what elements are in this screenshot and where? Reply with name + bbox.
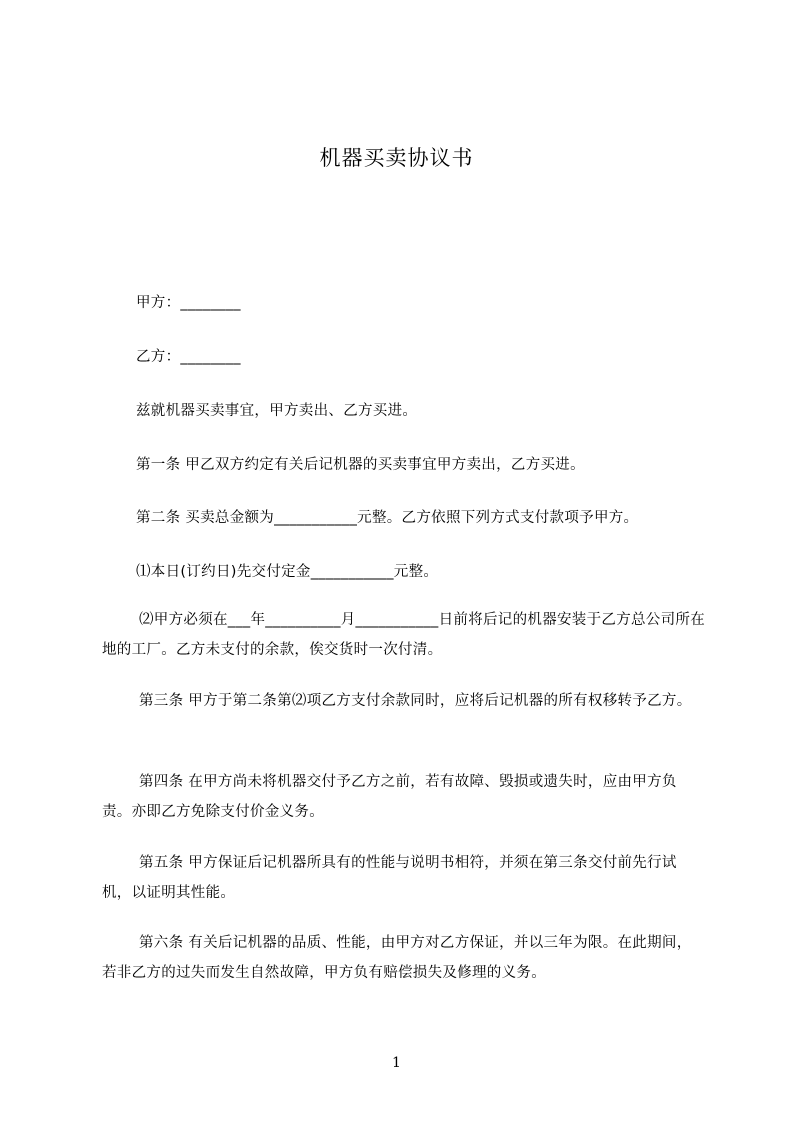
article-2: 第二条 买卖总金额为___________元整。乙方依照下列方式支付款项予甲方。: [136, 510, 639, 526]
intro-paragraph: 兹就机器买卖事宜，甲方卖出、乙方买进。: [136, 403, 418, 419]
article-2-item-2: ⑵甲方必须在___年__________月___________日前将后记的机器安装于乙方总公司所在地的工厂。乙方未支付的余款，俟交货时一次付清。: [102, 612, 705, 658]
article-3: 第三条 甲方于第二条第⑵项乙方支付余款同时，应将后记机器的所有权移转予乙方。: [139, 693, 692, 709]
article-2-item-1: ⑴本日(订约日)先交付定金___________元整。: [136, 564, 439, 580]
party-a-line: 甲方：________: [136, 295, 241, 311]
party-b-line: 乙方：________: [136, 349, 241, 365]
document-title: 机器买卖协议书: [319, 146, 474, 170]
article-6: 第六条 有关后记机器的品质、性能，由甲方对乙方保证，并以三年为限。在此期间，若非乙方的过失而发生自然故障，甲方负有赔偿损失及修理的义务。: [102, 935, 692, 981]
article-4: 第四条 在甲方尚未将机器交付予乙方之前，若有故障、毁损或遗失时，应由甲方负责。亦即乙方免除支付价金义务。: [102, 774, 677, 820]
page-number: 1: [392, 1055, 401, 1071]
article-1: 第一条 甲乙双方约定有关后记机器的买卖事宜甲方卖出，乙方买进。: [136, 457, 585, 473]
article-5: 第五条 甲方保证后记机器所具有的性能与说明书相符，并须在第三条交付前先行试机，以证明其性能。: [102, 855, 677, 901]
